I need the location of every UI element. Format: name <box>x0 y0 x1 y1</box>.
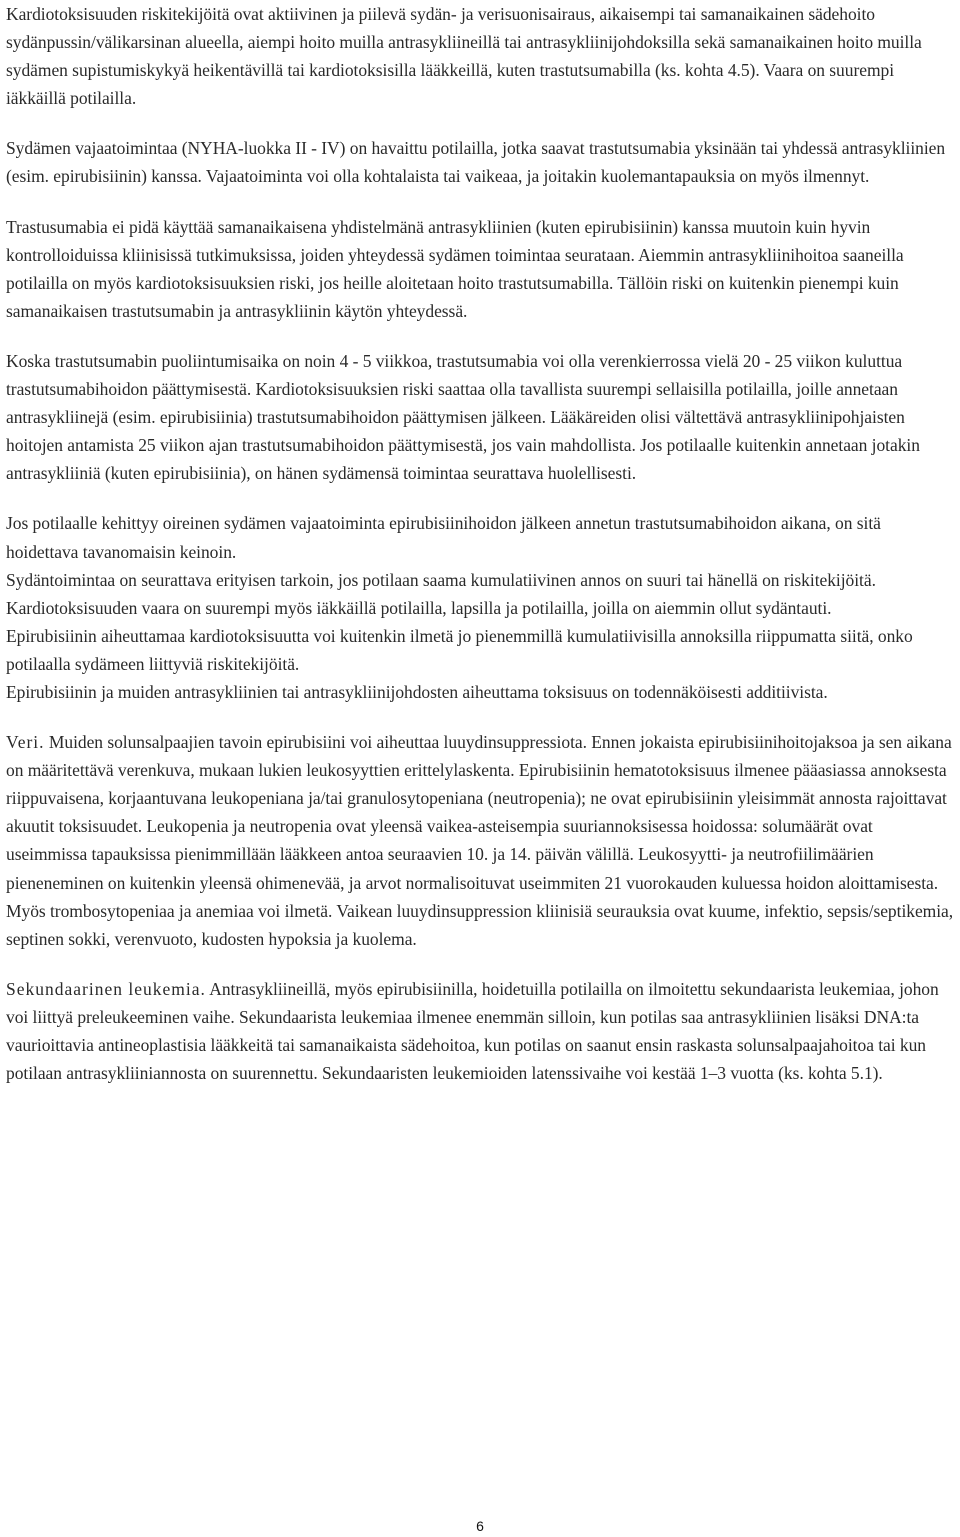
paragraph-group-heart-monitoring <box>6 509 956 706</box>
paragraph-trastuzumab-combination: Trastusumabia ei pidä käyttää samanaikaisena yhdistelmänä antrasykliinien (kuten epirubisiinin) kanssa muutoin kuin hyvin kontrolloiduissa kliinisissä tutkimuksissa, joiden yhteydessä sydämen toimintaa seurataan. Aiemmin antrasykliinihoitoa saaneilla potilailla on myös kardiotoksisuuksien riski, jos heille aloitetaan hoito trastutsumabilla. Tällöin riski on kuitenkin pienempi kuin samanaikaisen trastutsumabin ja antrasykliinin käytön yhteydessä. <box>6 216 904 321</box>
document-page <box>6 0 956 1087</box>
paragraph-blood <box>6 728 956 953</box>
paragraph-blood-body: Muiden solunsalpaajien tavoin epirubisiini voi aiheuttaa luuydinsuppressiota. Ennen jokaista epirubisiinihoitojaksoa ja sen aikana on määritettävä verenkuva, mukaan lukien leukosyyttien erittelylaskenta. Epirubisiinin hematotoksisuus ilmenee pääasiassa annoksesta riippuvaisena, korjaantuvana leukopeniana ja/tai granulosytopeniana (neutropenia); ne ovat epirubisiinin yleisimmät annosta rajoittavat akuutit toksisuudet. Leukopenia ja neutropenia ovat yleensä vaikea-asteisempia suuriannoksisessa hoidossa: solumäärät ovat useimmissa tapauksissa pienimmillään lääkkeen antoa seuraavien 10. ja 14. päivän välillä. Leukosyytti- ja neutrofiilimäärien pieneneminen on kuitenkin yleensä ohimenevää, ja arvot normalisoituvat useimmiten 21 vuorokauden kuluessa hoidon aloittamisesta. Myös trombosytopeniaa ja anemiaa voi ilmetä. Vaikean luuydinsuppression kliinisiä seurauksia ovat kuume, infektio, sepsis/septikemia, septinen sokki, verenvuoto, kudosten hypoksia ja kuolema. <box>6 732 954 949</box>
paragraph-additive-toxicity: Epirubisiinin ja muiden antrasykliinien tai antrasykliinijohdosten aiheuttama toksisuus on todennäköisesti additiivista. <box>6 681 828 702</box>
paragraph-secondary-leukemia-body: Antrasykliineillä, myös epirubisiinilla, hoidetuilla potilailla on ilmoitettu sekundaarista leukemiaa, johon voi liittyä preleukeeminen vaihe. Sekundaarista leukemiaa ilmenee enemmän silloin, kun potilas saa antrasykliinien lisäksi DNA:ta vaurioittavia antineoplastisia lääkkeitä tai samanaikaista sädehoitoa, kun potilas on saanut ensin raskasta solunsalpaajahoitoa tai kun potilaan antrasykliiniannosta on suurennettu. Sekundaaristen leukemioiden latenssivaihe voi kestää 1–3 vuotta (ks. kohta 5.1). <box>6 978 939 1084</box>
paragraph-secondary-leukemia <box>6 975 956 1087</box>
paragraph-lower-cumulative-dose: Epirubisiinin aiheuttamaa kardiotoksisuutta voi kuitenkin ilmetä jo pienemmillä kumulatiivisilla annoksilla riippumatta siitä, onko potilaalla sydämeen liittyviä riskitekijöitä. <box>6 625 913 674</box>
paragraph-heart-failure-trastuzumab: Sydämen vajaatoimintaa (NYHA-luokka II - IV) on havaittu potilailla, jotka saavat trastutsumabia yksinään tai yhdessä antrasykliinien (esim. epirubisiinin) kanssa. Vajaatoiminta voi olla kohtalaista tai vaikeaa, ja joitakin kuolemantapauksia on myös ilmennyt. <box>6 138 946 187</box>
paragraph-heart-function-monitoring: Sydäntoimintaa on seurattava erityisen tarkoin, jos potilaan saama kumulatiivinen annos on suuri tai hänellä on riskitekijöitä. Kardiotoksisuuden vaara on suurempi myös iäkkäillä potilailla, lapsilla ja potilailla, joilla on aiemmin ollut sydäntauti. <box>6 569 876 618</box>
paragraph-cardiotoxicity-risk-factors: Kardiotoksisuuden riskitekijöitä ovat aktiivinen ja piilevä sydän- ja verisuonisairaus, aikaisempi tai samanaikainen sädehoito sydänpussin/välikarsinan alueella, aiempi hoito muilla antrasykliineillä tai antrasykliinijohdoksilla sekä samanaikainen hoito muilla sydämen supistumiskykyä heikentävillä tai kardiotoksisilla lääkkeillä, kuten trastutsumabilla (ks. kohta 4.5). Vaara on suurempi iäkkäillä potilailla. <box>6 4 922 109</box>
page-number: 6 <box>476 1518 484 1534</box>
section-label-blood: Veri. <box>6 732 45 753</box>
paragraph-trastuzumab-half-life: Koska trastutsumabin puoliintumisaika on noin 4 - 5 viikkoa, trastutsumabia voi olla verenkierrossa vielä 20 - 25 viikon kuluttua trastutsumabihoidon päättymisestä. Kardiotoksisuuksien riski saattaa olla tavallista suurempi sellaisilla potilailla, joille annetaan antrasykliinejä (esim. epirubisiinia) trastutsumabihoidon päättymisen jälkeen. Lääkäreiden olisi vältettävä antrasykliinipohjaisten hoitojen antamista 25 viikon ajan trastutsumabihoidon päättymisestä, jos vain mahdollista. Jos potilaalle kuitenkin annetaan jotakin antrasykliiniä (kuten epirubisiinia), on hänen sydämensä toimintaa seurattava huolellisesti. <box>6 350 920 484</box>
paragraph-symptomatic-heart-failure: Jos potilaalle kehittyy oireinen sydämen vajaatoiminta epirubisiinihoidon jälkeen annetun trastutsumabihoidon aikana, on sitä hoidettava tavanomaisin keinoin. <box>6 513 881 562</box>
section-label-secondary-leukemia: Sekundaarinen leukemia. <box>6 978 206 999</box>
